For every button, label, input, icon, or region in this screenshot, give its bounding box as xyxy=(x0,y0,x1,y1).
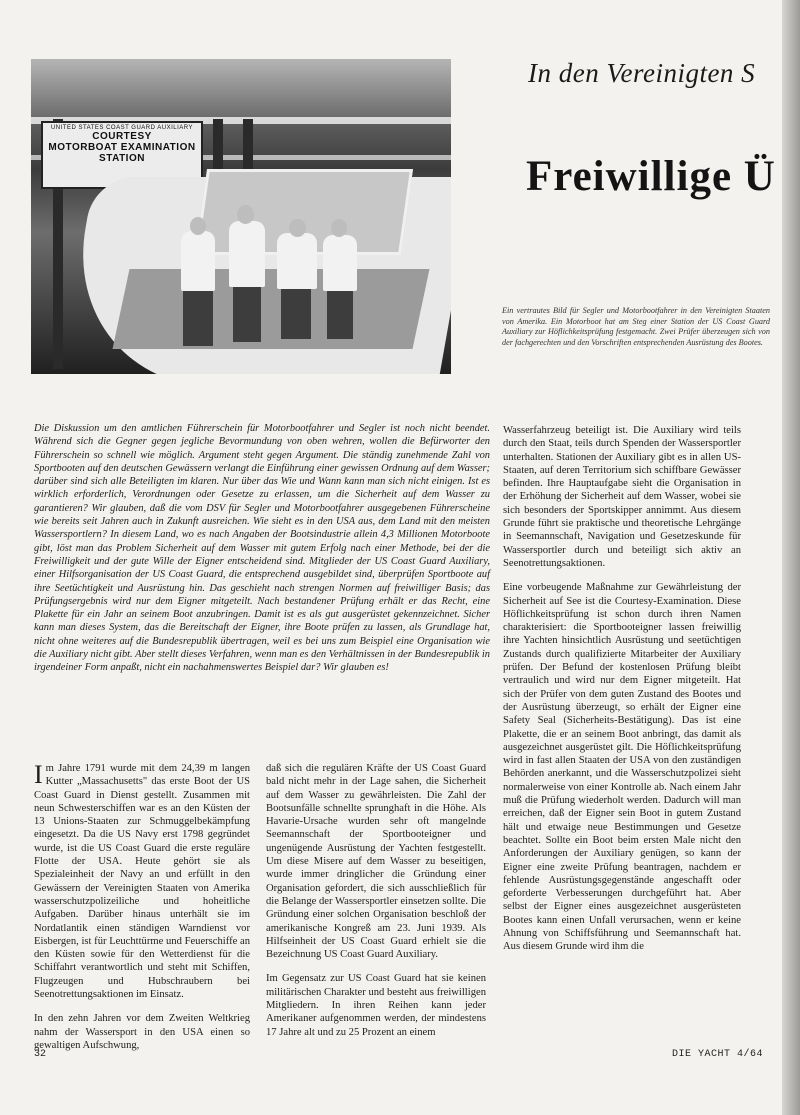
page-number: 32 xyxy=(34,1049,47,1060)
paragraph: Eine vorbeugende Maßnahme zur Gewährleistung der Sicherheit auf See ist die Courtesy-Examination. Diese Höflichkeitsprüfung ist schon durch ihren Namen charakterisiert: die Sportbooteigner lassen freiwillig ihre Yachten hinsichtlich Ausrüstung und seetüchtigen Zustands durch qualifizierte Mitarbeiter der Auxiliary prüfen. Der Befund der kostenlosen Prüfung bleibt vertraulich und wird nur dem Eigner mitgeteilt. Hat sich der Prüfer von dem guten Zustand des Bootes und der Ausrüstung überzeugt, so erhält der Eigner eine Safety Seal (Sicherheits-Bestätigung). Das ist eine Plakette, die er an seinem Boot anbringt, das damit als ausgezeichnet ausgerüstet gilt. Die Höflichkeitsprüfung wird in fast allen Staaten der USA von den zuständigen Behörden anerkannt, und die Wasserschutzpolizei sieht normalerweise von einer Kontrolle ab. Nach einem Jahr muß die Prüfung wiederholt werden. Dadurch will man erreichen, daß der Eigner sein Boot in gutem Zustand hält und etwaige neue Bestimmungen und Gesetze beachtet. Sollte ein Boot beim ersten Male nicht den Anforderungen der Auxiliary genügen, so kann der Eigner eine zweite Prüfung beantragen, nachdem er fehlende Ausrüstungsgegenstände angeschafft oder geforderte Verbesserungen durchgeführt hat. Aber selbst der Eigner eines ausgezeichnet ausgerüsteten Bootes kann einen Unfall verursachen, wenn er keine Ahnung von Schiffsführung und Seemannschaft hat. Aus diesem Grunde wird ihm die xyxy=(503,582,741,953)
intro-paragraph: Die Diskussion um den amtlichen Führerschein für Motorbootfahrer und Segler ist noch nicht beendet. Während sich die Gegner gegen jegliche Bevormundung von oben wehren, wollen die Befürworter den Führerschein so schnell wie möglich. Argument steht gegen Argument. Die ständig zunehmende Zahl von Sportbooten auf den deutschen Gewässern verlangt die Einführung einer gewissen Ordnung auf dem Wasser; darüber sind sich alle Beteiligten im klaren. Nur über das Wie und Wann kann man sich nicht einigen. Ist es wirklich erforderlich, Verordnungen oder Gesetze zu erlassen, um die Sicherheit auf dem Wasser zu garantieren? Wir glauben, daß die vom DSV für Segler und Motorbootfahrer ausgegebenen Führerscheine wie bereits seit Jahren auch in Zukunft ausreichen. Wie sieht es in den USA aus, dem Land mit den meisten Wassersportlern? In diesem Land, wo es nach Angaben der Bootsindustrie allein 4,3 Millionen Motorboote gibt, löst man das Problem Sicherheit auf dem Wasser mit gutem Erfolg nach einer Methode, bei der die Freiwilligkeit und der gute Wille der Eigner entscheidend sind. Mitglieder der US Coast Guard Auxiliary, einer Hilfsorganisation der US Coast Guard, die entsprechend ausgebildet sind, überprüfen Sportboote auf ihre Seetüchtigkeit und Ausrüstung hin. Das geschieht nach strengen Normen auf freiwilliger Basis; das Prüfungsergebnis wird nur dem Eigner mitgeteilt. Nach bestandener Prüfung erhält er das Recht, eine Plakette für ein Jahr an seinem Boot anzubringen. Damit ist es als gut ausgerüstet gekennzeichnet. Sicher kann man dieses System, das die Bereitschaft der Eigner, ihre Boote prüfen zu lassen, als Grundlage hat, nicht ohne weiteres auf die Bundesrepublik übertragen, weil es bei uns zum Beispiel eine Organisation wie die Auxiliary nicht gibt. Aber stellt dieses Verfahren, wenn man es den Verhältnissen in der Bundesrepublik in irgendeiner Form anpaßt, nicht ein nachahmenswertes Beispiel dar? Wir glauben es! xyxy=(34,423,490,674)
photo-background xyxy=(31,59,451,119)
sign-small-text: UNITED STATES COAST GUARD AUXILIARY xyxy=(50,125,194,131)
body-column-right xyxy=(503,424,741,965)
photo-caption: Ein vertrautes Bild für Segler und Motorbootfahrer in den Vereinigten Staaten von Amerika. Ein Motorboot hat am Steg einer Station der US Coast Guard Auxiliary zur Höflichkeitsprüfung festgemacht. Zwei Prüfer überzeugen sich von der fachgerechten und den Vorschriften entsprechenden Ausrüstung des Bootes. xyxy=(502,306,770,347)
person-legs xyxy=(281,289,311,339)
person-head xyxy=(190,217,206,235)
body-column-2 xyxy=(266,762,486,1050)
article-kicker: In den Vereinigten S xyxy=(528,58,756,88)
person-legs xyxy=(183,291,213,346)
boat-deck xyxy=(112,269,429,349)
person-legs xyxy=(233,287,261,342)
article-headline: Freiwillige Ü xyxy=(526,153,776,200)
boat-photo xyxy=(31,59,451,374)
body-column-1 xyxy=(34,762,250,1063)
sign-line: MOTORBOAT EXAMINATION xyxy=(48,142,196,153)
sign-line: COURTESY xyxy=(92,131,152,142)
person-figure xyxy=(323,235,357,291)
person-head xyxy=(237,205,254,224)
paragraph: Im Gegensatz zur US Coast Guard hat sie keinen militärischen Charakter und besteht aus freiwilligen Mitgliedern. In ihren Reihen kann jeder Amerikaner aufgenommen werden, der mindestens 17 Jahre alt und zu 25 Prozent an einem xyxy=(266,973,486,1038)
person-head xyxy=(331,219,347,237)
person-head xyxy=(289,219,306,237)
person-figure xyxy=(229,221,265,287)
paragraph: Wasserfahrzeug beteiligt ist. Die Auxiliary wird teils durch den Staat, teils durch Spenden der Wassersportler unterhalten. Stationen der Auxiliary gibt es in allen US-Staaten, auf deren Territorium sich schiffbare Gewässer befinden. Ihre Hauptaufgabe sieht die Organisation in der Erhöhung der Sicherheit auf dem Wasser, wobei sie sich besonders der Sportskipper annimmt. Aus diesem Grunde führt sie praktische und theoretische Lehrgänge in Seemannschaft, Navigation und Gesetzeskunde für Wassersportler durch und beteiligt sich aktiv an Seenotrettungsaktionen. xyxy=(503,425,741,569)
person-figure xyxy=(277,233,317,289)
paragraph: daß sich die regulären Kräfte der US Coast Guard bald nicht mehr in der Lage sahen, die Sicherheit auf dem Wasser zu gewährleisten. Die Zahl der Bootsunfälle schnellte sprunghaft in die Höhe. Als Havarie-Ursache wurden sehr oft mangelnde Seemannschaft der Sportbooteigner und ungenügende Ausrüstung der Yachten festgestellt. Um diese Misere auf dem Wasser zu beseitigen, wurde immer dringlicher die Gründung einer Organisation gefordert, die sich ausschließlich für die Belange der Wassersportler einsetzen sollte. Die Gründung einer solchen Organisation beschloß der amerikanische Kongreß am 23. Juni 1939. Als Hilfseinheit der US Coast Guard erhielt sie die Bezeichnung US Coast Guard Auxiliary. xyxy=(266,763,486,961)
sign-line: STATION xyxy=(99,153,145,164)
magazine-folio: DIE YACHT 4/64 xyxy=(672,1049,764,1060)
person-legs xyxy=(327,291,353,339)
paragraph: In den zehn Jahren vor dem Zweiten Weltkrieg nahm der Wassersport in den USA einen so gewaltigen Aufschwung, xyxy=(34,1013,250,1051)
person-figure xyxy=(181,231,215,291)
paragraph: Im Jahre 1791 wurde mit dem 24,39 m langen Kutter „Massachusetts" das erste Boot der US Coast Guard in Dienst gestellt. Zusammen mit neun Schwesterschiffen war es an den Küsten der 13 Unions-Staaten zur Schmuggelbekämpfung eingesetzt. Da die US Navy erst 1798 gegründet wurde, ist die US Coast Guard die erste reguläre Flotte der USA. Heute gehört sie als Spezialeinheit der Navy an und erfüllt in den Gewässern der Vereinigten Staaten von Amerika wasserschutzpolizeiliche und hoheitliche Aufgaben. Darüber hinaus unterhält sie im Nordatlantik einen ständigen Warndienst vor Eisbergen, ist für Leuchttürme und Feuerschiffe an den Küsten sowie für den Wetterdienst für die Schiffahrt verantwortlich und steht mit Schiffen, Flugzeugen und Hubschraubern bei Seenotrettungsaktionen im Einsatz. xyxy=(34,760,250,1001)
